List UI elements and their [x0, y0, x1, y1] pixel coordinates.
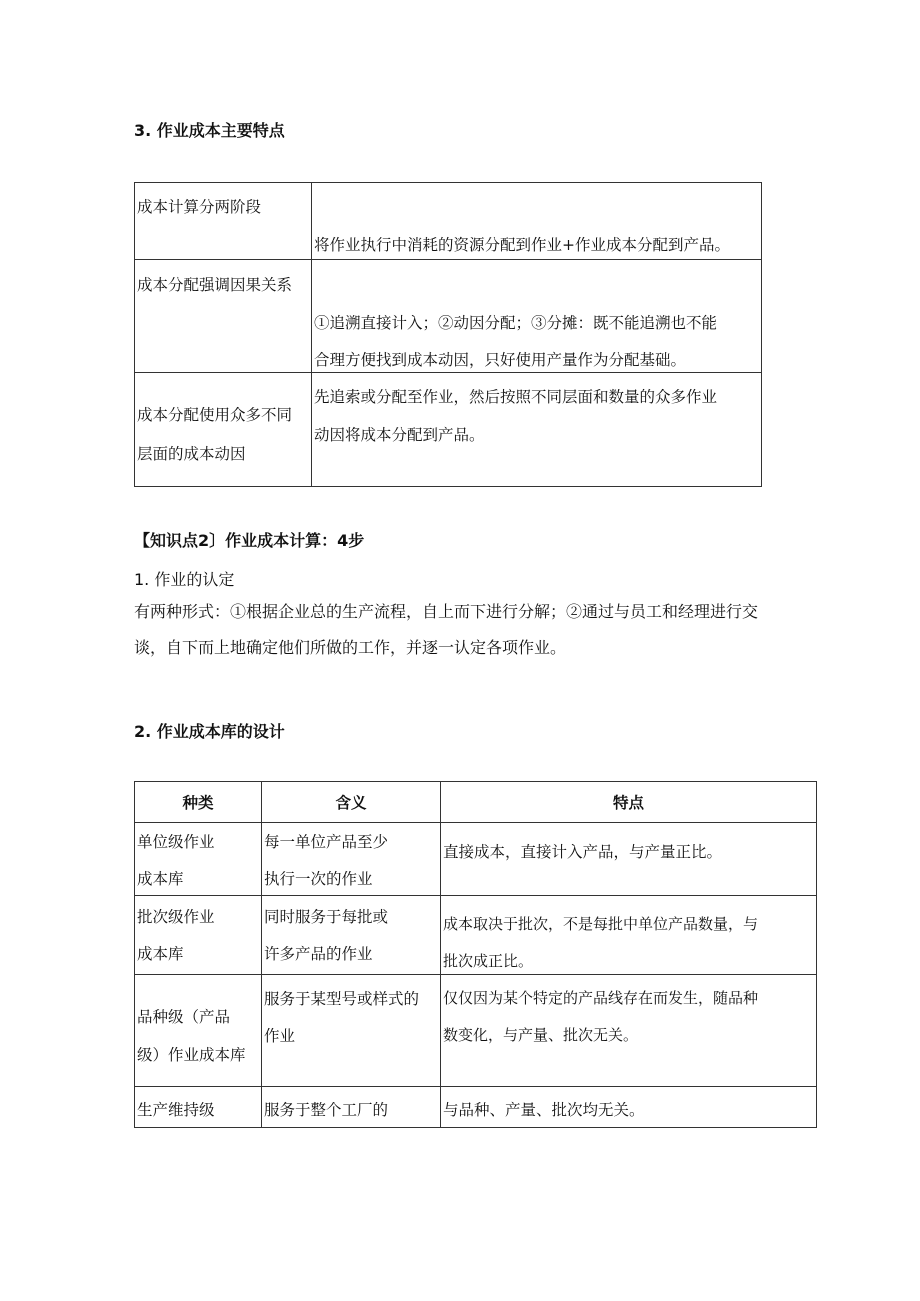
feature-cell: 直接成本，直接计入产品，与产量正比。	[441, 823, 817, 896]
feature-cell: 成本取决于批次，不是每批中单位产品数量，与 批次成正比。	[441, 896, 817, 975]
section3-heading: 3. 作业成本主要特点	[134, 121, 285, 140]
col-header-kind: 种类	[135, 782, 262, 823]
meaning-cell: 服务于某型号或样式的 作业	[262, 975, 441, 1087]
feature-cell: 与品种、产量、批次均无关。	[441, 1087, 817, 1128]
knowledge-point-title: 【知识点2〕作业成本计算：4步	[134, 531, 365, 550]
meaning-cell: 服务于整个工厂的	[262, 1087, 441, 1128]
feature-content: 先追索或分配至作业，然后按照不同层面和数量的众多作业 动因将成本分配到产品。	[312, 373, 762, 487]
kind-cell: 品种级（产品 级）作业成本库	[135, 975, 262, 1087]
col-header-meaning: 含义	[262, 782, 441, 823]
kind-cell: 生产维持级	[135, 1087, 262, 1128]
feature-label: 成本分配使用众多不同 层面的成本动因	[135, 373, 312, 487]
table-row	[135, 183, 762, 260]
table-row	[135, 896, 817, 975]
feature-label: 成本计算分两阶段	[135, 183, 312, 260]
kind-cell: 批次级作业 成本库	[135, 896, 262, 975]
feature-cell: 仅仅因为某个特定的产品线存在而发生，随品种 数变化，与产量、批次无关。	[441, 975, 817, 1087]
features-table	[134, 182, 762, 487]
table-row	[135, 373, 762, 487]
feature-content: ①追溯直接计入；②动因分配；③分摊：既不能追溯也不能 合理方便找到成本动因，只好使用产量作为分配基础。	[312, 260, 762, 373]
sub1-heading: 1. 作业的认定	[134, 570, 235, 589]
table-row	[135, 260, 762, 373]
meaning-cell: 同时服务于每批或 许多产品的作业	[262, 896, 441, 975]
table-row	[135, 975, 817, 1087]
table-header-row	[135, 782, 817, 823]
table-row	[135, 1087, 817, 1128]
sub2-heading: 2. 作业成本库的设计	[134, 722, 285, 741]
table-row	[135, 823, 817, 896]
cost-pool-table	[134, 781, 817, 1128]
feature-content: 将作业执行中消耗的资源分配到作业+作业成本分配到产品。	[312, 183, 762, 260]
kind-cell: 单位级作业 成本库	[135, 823, 262, 896]
sub1-body: 有两种形式：①根据企业总的生产流程，自上而下进行分解；②通过与员工和经理进行交 谈，自下而上地确定他们所做的工作，并逐一认定各项作业。	[134, 602, 759, 657]
col-header-feature: 特点	[441, 782, 817, 823]
feature-label: 成本分配强调因果关系	[135, 260, 312, 373]
meaning-cell: 每一单位产品至少 执行一次的作业	[262, 823, 441, 896]
